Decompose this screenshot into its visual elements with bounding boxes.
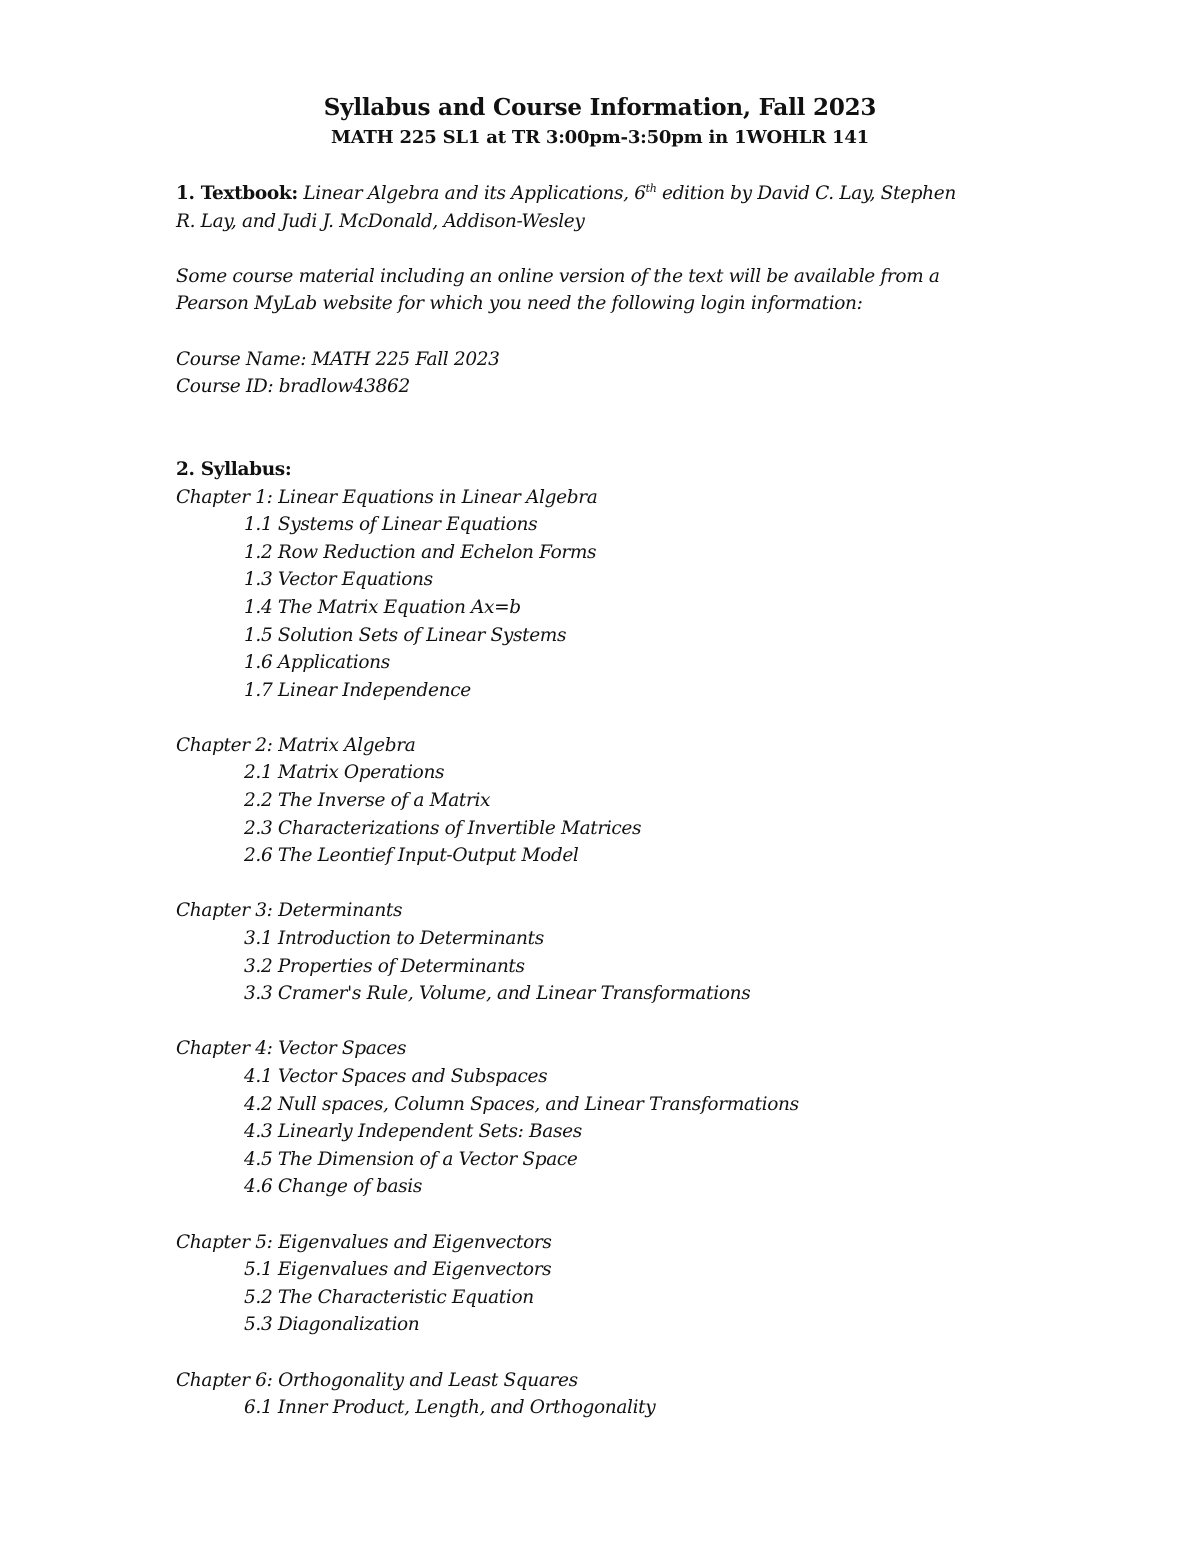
section-item: 5.3 Diagonalization <box>244 1314 420 1336</box>
material-note-line-2: Pearson MyLab website for which you need the following login information: <box>176 293 863 315</box>
chapter-title: Chapter 2: Matrix Algebra <box>176 734 416 756</box>
section-item: 4.5 The Dimension of a Vector Space <box>244 1148 578 1170</box>
textbook-title: Linear Algebra and its Applications, 6 <box>303 183 646 204</box>
section-item: 1.1 Systems of Linear Equations <box>244 514 538 536</box>
chapter-title: Chapter 4: Vector Spaces <box>176 1038 407 1060</box>
section-item: 1.6 Applications <box>244 652 390 674</box>
section-item: 2.6 The Leontief Input-Output Model <box>244 845 579 867</box>
chapter-6 <box>176 1367 1036 1422</box>
chapter-title: Chapter 1: Linear Equations in Linear Algebra <box>176 486 598 508</box>
section-item: 5.1 Eigenvalues and Eigenvectors <box>244 1259 552 1281</box>
textbook-line-2: R. Lay, and Judi J. McDonald, Addison-Wesley <box>176 210 585 232</box>
document-body <box>176 180 1036 1422</box>
syllabus-label: 2. Syllabus: <box>176 458 292 480</box>
page-subtitle: MATH 225 SL1 at TR 3:00pm-3:50pm in 1WOHLR 141 <box>330 127 870 148</box>
material-note-line-1: Some course material including an online version of the text will be available from a <box>176 265 940 287</box>
chapter-title: Chapter 5: Eigenvalues and Eigenvectors <box>176 1231 552 1253</box>
section-item: 1.5 Solution Sets of Linear Systems <box>244 624 567 646</box>
section-item: 2.2 The Inverse of a Matrix <box>244 790 491 812</box>
section-item: 1.2 Row Reduction and Echelon Forms <box>244 541 597 563</box>
section-item: 1.3 Vector Equations <box>244 569 433 591</box>
section-item: 1.4 The Matrix Equation Ax=b <box>244 596 521 618</box>
section-item: 4.1 Vector Spaces and Subspaces <box>244 1066 548 1087</box>
chapter-3 <box>176 897 1036 1007</box>
textbook-label: 1. Textbook: <box>176 183 298 204</box>
textbook-authors: edition by David C. Lay, Stephen <box>656 183 956 204</box>
section-item: 1.7 Linear Independence <box>244 679 471 701</box>
section-item: 4.6 Change of basis <box>244 1176 422 1198</box>
chapter-1 <box>176 484 1036 705</box>
chapter-4 <box>176 1035 1036 1201</box>
page-title: Syllabus and Course Information, Fall 2023 <box>323 94 877 121</box>
section-item: 3.1 Introduction to Determinants <box>244 928 544 950</box>
chapter-title: Chapter 3: Determinants <box>176 900 403 922</box>
chapter-list <box>176 484 1036 1422</box>
chapter-5 <box>176 1229 1036 1339</box>
chapter-2 <box>176 732 1036 870</box>
section-item: 2.3 Characterizations of Invertible Matrices <box>244 817 642 839</box>
section-item: 3.3 Cramer's Rule, Volume, and Linear Transformations <box>244 983 751 1005</box>
edition-superscript: th <box>645 181 657 195</box>
header <box>0 92 1200 152</box>
chapter-title: Chapter 6: Orthogonality and Least Squares <box>176 1369 578 1391</box>
section-item: 3.2 Properties of Determinants <box>244 955 525 977</box>
textbook-line-1 <box>176 180 1036 208</box>
section-item: 4.2 Null spaces, Column Spaces, and Linear Transformations <box>244 1093 799 1115</box>
section-item: 6.1 Inner Product, Length, and Orthogonality <box>244 1397 656 1419</box>
section-item: 5.2 The Characteristic Equation <box>244 1286 534 1308</box>
section-item: 4.3 Linearly Independent Sets: Bases <box>244 1121 582 1143</box>
course-id: Course ID: bradlow43862 <box>176 376 410 398</box>
section-item: 2.1 Matrix Operations <box>244 762 445 784</box>
course-name: Course Name: MATH 225 Fall 2023 <box>176 348 500 370</box>
